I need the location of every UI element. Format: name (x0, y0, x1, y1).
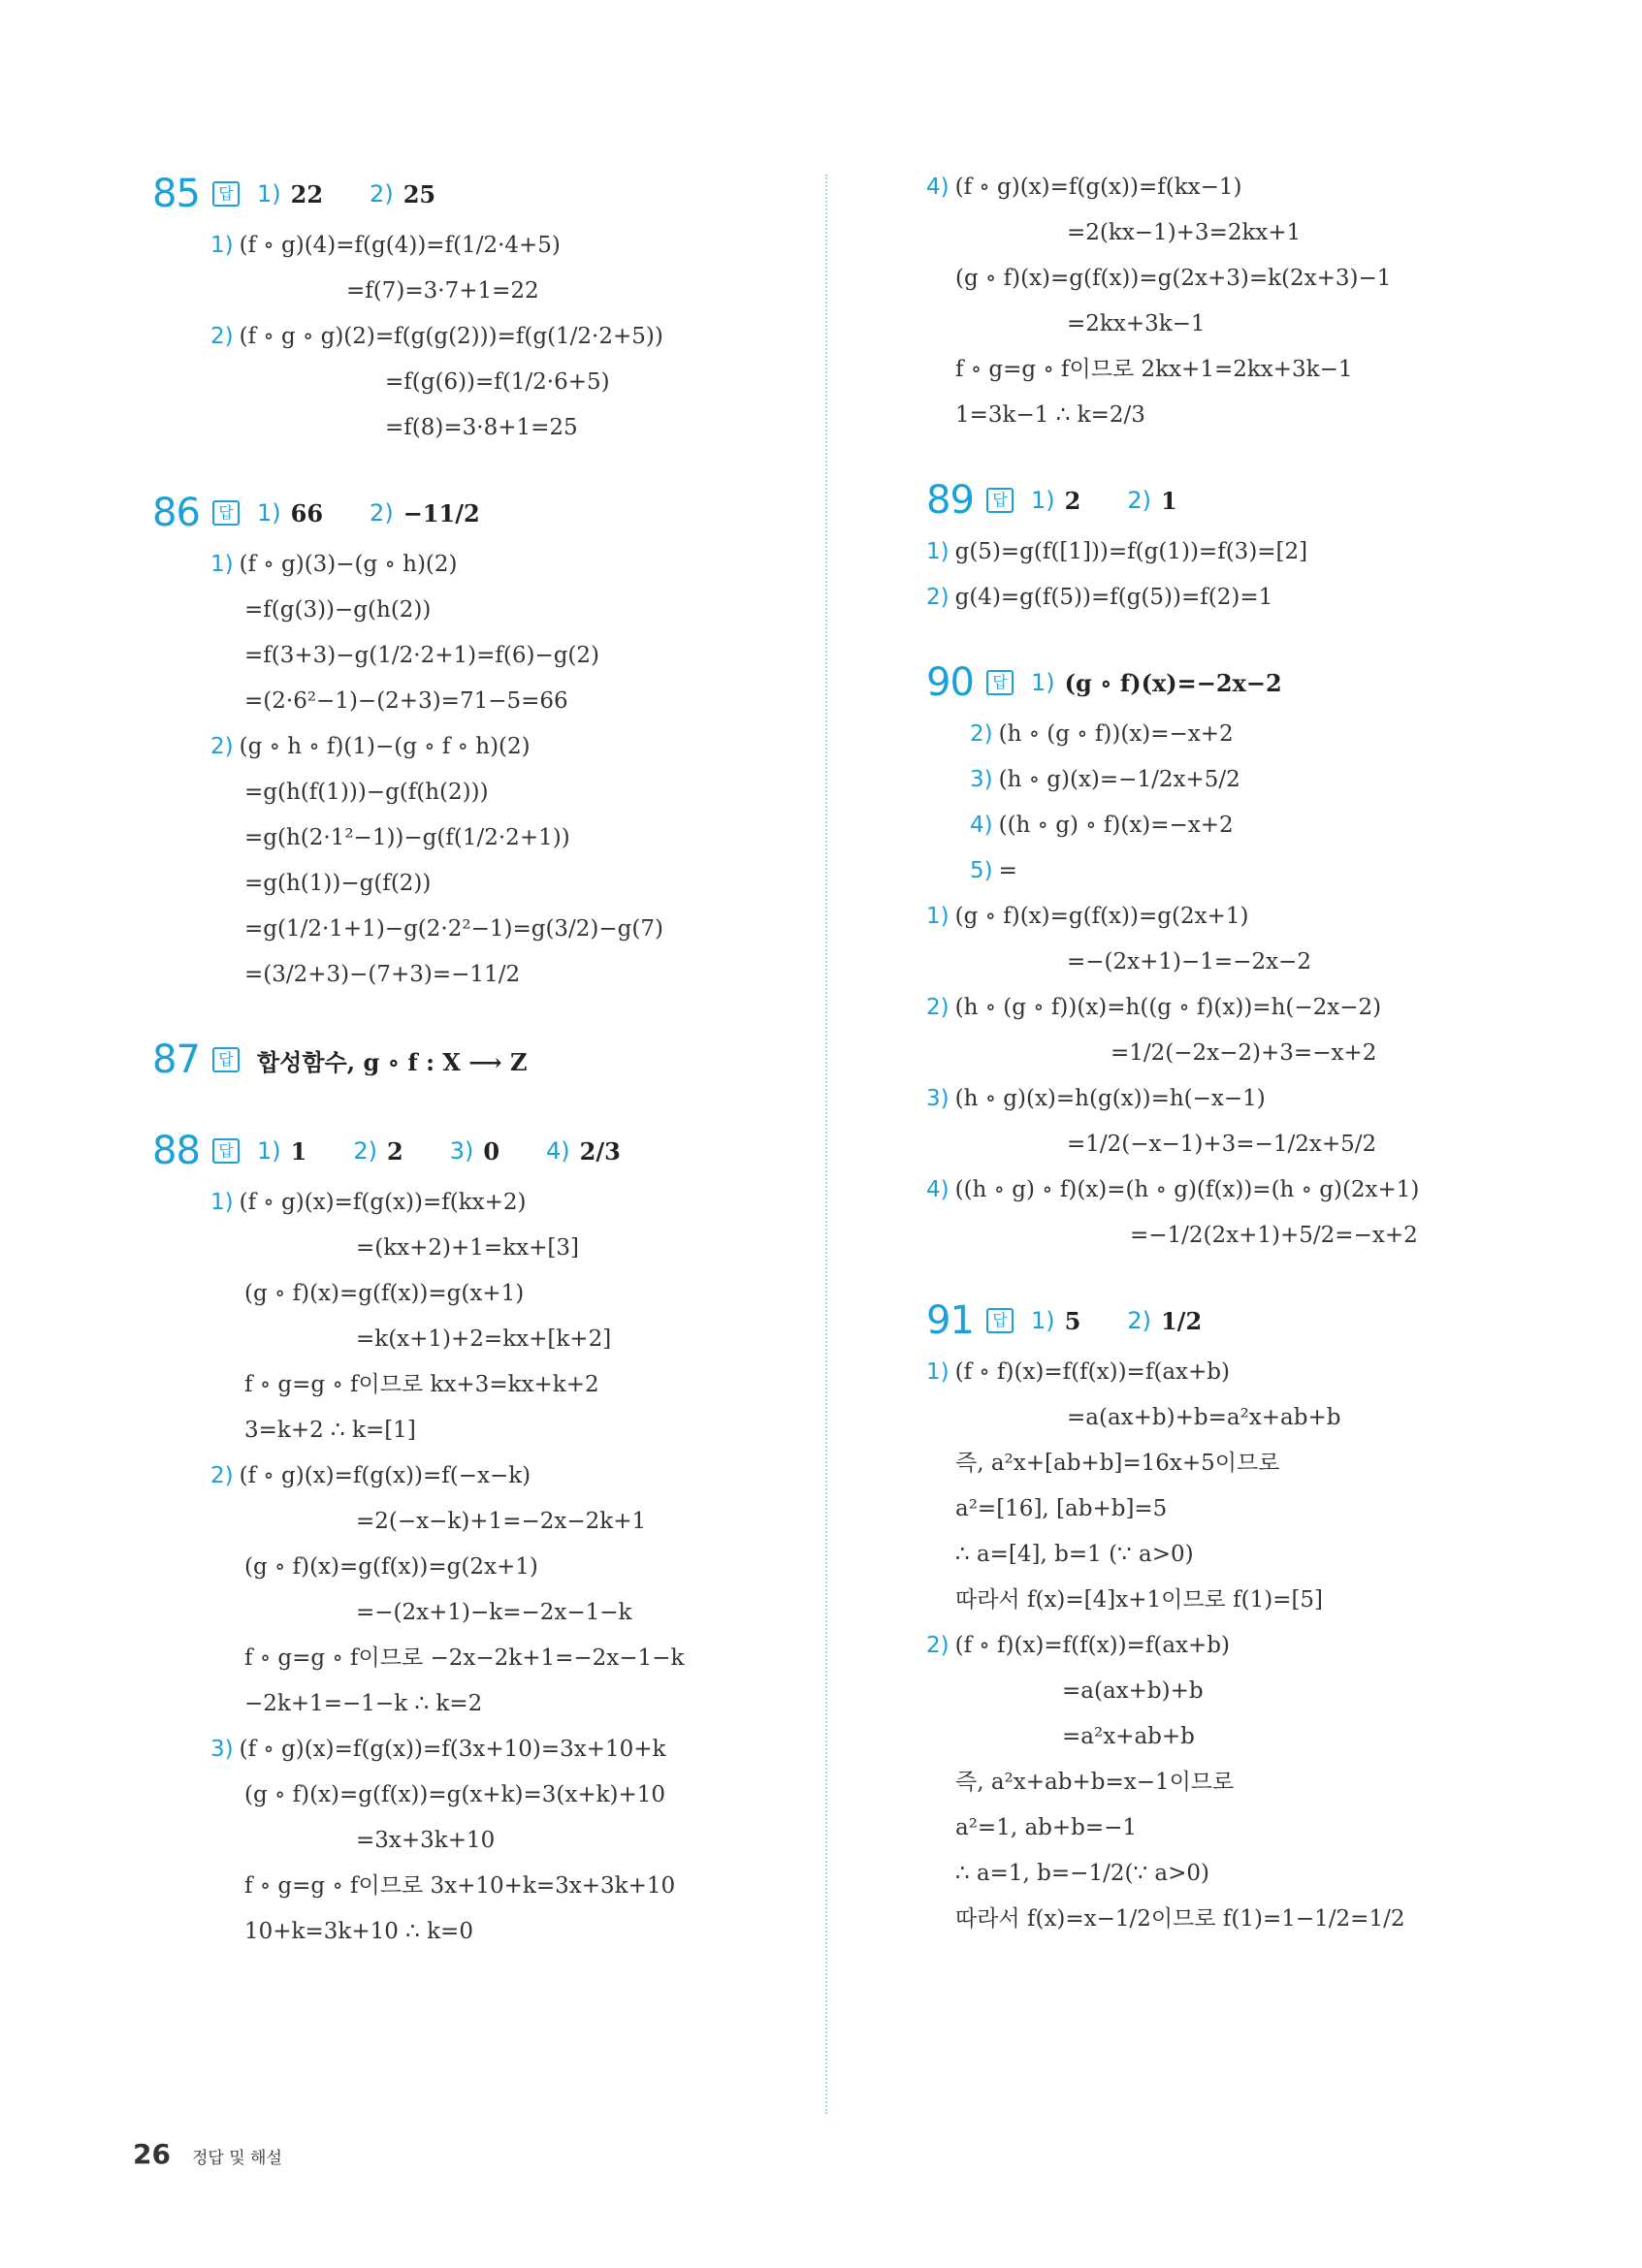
solution-text: =g(1/2·1+1)−g(2·2²−1)=g(3/2)−g(7) (244, 916, 663, 942)
problem-number: 86 (152, 491, 200, 535)
solution-line (926, 1031, 1547, 1076)
answer-item (257, 180, 323, 208)
solution-line (926, 575, 1547, 621)
solution-text: 10+k=3k+10 ∴ k=0 (244, 1919, 473, 1944)
solution-text: =(3/2+3)−(7+3)=−11/2 (244, 962, 521, 987)
step-label: 5) (970, 858, 993, 883)
solution-text: −2k+1=−1−k ∴ k=2 (244, 1691, 483, 1716)
solution-text: =g(h(1))−g(f(2)) (244, 871, 432, 896)
column-divider (825, 175, 827, 2114)
problem-header (926, 654, 1547, 712)
answer-marker: 답 (212, 1047, 240, 1072)
answer-item (257, 1043, 528, 1077)
answer-label: 1) (1031, 669, 1055, 696)
page-number: 26 (133, 2138, 171, 2170)
solution-line (152, 223, 812, 269)
answer-value: 0 (483, 1136, 500, 1166)
answer-item (450, 1137, 499, 1166)
solution-line (926, 1395, 1547, 1441)
answer-marker: 답 (212, 181, 240, 207)
solution-line (152, 1590, 812, 1636)
answer-value: 5 (1064, 1306, 1081, 1335)
problem-86 (152, 484, 812, 998)
solution-text: ((h ∘ g) ∘ f)(x)=(h ∘ g)(f(x))=(h ∘ g)(2x+1) (954, 1177, 1420, 1202)
solution-line (926, 1714, 1547, 1760)
problem-header (152, 484, 812, 542)
solution-text: =f(g(6))=f(1/2·6+5) (385, 369, 610, 395)
solution-line (152, 952, 812, 998)
problem-number: 91 (926, 1298, 974, 1343)
solution-line (152, 633, 812, 679)
solution-line (152, 1226, 812, 1271)
step-label: 4) (926, 175, 950, 200)
solution-text: (h ∘ (g ∘ f))(x)=−x+2 (998, 721, 1234, 747)
solution-line (926, 393, 1547, 438)
problem-header (152, 165, 812, 223)
solution-line (152, 815, 812, 861)
answer-item (1127, 487, 1176, 515)
solution-text: (h ∘ g)(x)=h(g(x))=h(−x−1) (954, 1086, 1266, 1111)
answer-label: 2) (1127, 1307, 1151, 1334)
left-column (152, 165, 812, 1955)
solution-line (152, 1453, 812, 1499)
answer-item (353, 1137, 402, 1166)
answer-item (546, 1137, 621, 1166)
solution-text: (g ∘ f)(x)=g(f(x))=g(2x+1) (244, 1554, 538, 1580)
solution-text: =2(−x−k)+1=−2x−2k+1 (356, 1509, 647, 1534)
solution-text: (g ∘ f)(x)=g(f(x))=g(x+1) (244, 1281, 525, 1306)
solution-line (152, 269, 812, 314)
solution-text: =f(3+3)−g(1/2·2+1)=f(6)−g(2) (244, 643, 600, 668)
answer-label: 1) (257, 180, 281, 208)
solution-text: (f ∘ g ∘ g)(2)=f(g(g(2)))=f(g(1/2·2+5)) (239, 324, 663, 349)
answer-item (1031, 1307, 1080, 1335)
solution-text: 1=3k−1 ∴ k=2/3 (955, 402, 1145, 428)
solution-line (152, 1681, 812, 1727)
solution-text: =2(kx−1)+3=2kx+1 (1067, 220, 1302, 245)
step-label: 2) (926, 995, 950, 1020)
solution-line (926, 256, 1547, 302)
solution-text: (f ∘ g)(x)=f(g(x))=f(kx−1) (954, 175, 1242, 200)
solution-text: a²=[16], [ab+b]=5 (955, 1496, 1168, 1521)
problem-header (152, 1122, 812, 1180)
solution-text: (g ∘ f)(x)=g(f(x))=g(2x+1) (954, 904, 1249, 929)
step-label: 4) (926, 1177, 950, 1202)
answer-value: 2 (386, 1136, 403, 1166)
solution-text: (f ∘ f)(x)=f(f(x))=f(ax+b) (954, 1359, 1230, 1385)
answer-item (370, 180, 435, 208)
solution-line (926, 1578, 1547, 1623)
step-label: 1) (210, 552, 234, 577)
solution-text: 3=k+2 ∴ k=[1] (244, 1418, 416, 1443)
solution-line (926, 1122, 1547, 1167)
solution-line (152, 1180, 812, 1226)
answer-item (1127, 1307, 1202, 1335)
solution-line (926, 1076, 1547, 1122)
solution-text: f ∘ g=g ∘ f이므로 −2x−2k+1=−2x−1−k (244, 1645, 685, 1671)
solution-text: 즉, a²x+ab+b=x−1이므로 (955, 1770, 1235, 1795)
answer-item (1031, 487, 1080, 515)
problem-header (152, 1031, 812, 1089)
solution-line (152, 1317, 812, 1362)
solution-line (926, 757, 1547, 803)
answer-value: 66 (290, 498, 324, 527)
answer-value: 1/2 (1160, 1306, 1203, 1335)
solution-line (152, 1773, 812, 1818)
solution-text: g(4)=g(f(5))=f(g(5))=f(2)=1 (954, 585, 1273, 610)
answer-item (370, 499, 480, 527)
solution-text: f ∘ g=g ∘ f이므로 3x+10+k=3x+3k+10 (244, 1873, 676, 1899)
solution-line (152, 1545, 812, 1590)
solution-text: ∴ a=1, b=−1/2(∵ a>0) (955, 1861, 1209, 1886)
solution-text: (g ∘ f)(x)=g(f(x))=g(2x+3)=k(2x+3)−1 (955, 266, 1392, 291)
answer-value: 22 (290, 179, 324, 208)
step-label: 3) (926, 1086, 950, 1111)
solution-line (152, 1271, 812, 1317)
problem-cont (926, 165, 1547, 438)
solution-line (926, 1486, 1547, 1532)
solution-line (926, 1441, 1547, 1486)
solution-text: (f ∘ f)(x)=f(f(x))=f(ax+b) (954, 1633, 1230, 1658)
solution-line (926, 165, 1547, 210)
solution-line (152, 1818, 812, 1864)
answer-marker: 답 (212, 1138, 240, 1164)
answer-value: 1 (1160, 486, 1177, 515)
solution-line (926, 1350, 1547, 1395)
solution-text: ∴ a=[4], b=1 (∵ a>0) (955, 1542, 1194, 1567)
solution-text: =f(g(3))−g(h(2)) (244, 597, 432, 623)
problem-89 (926, 471, 1547, 621)
answer-label: 1) (257, 499, 281, 527)
solution-line (926, 1805, 1547, 1851)
step-label: 2) (210, 734, 234, 759)
solution-text: g(5)=g(f([1]))=f(g(1))=f(3)=[2] (954, 539, 1308, 564)
page-footer (133, 2138, 282, 2170)
solution-text: =f(7)=3·7+1=22 (346, 278, 539, 303)
solution-text: =g(h(2·1²−1))−g(f(1/2·2+1)) (244, 825, 570, 850)
answer-label: 2) (370, 180, 394, 208)
answer-marker: 답 (986, 1308, 1014, 1333)
solution-line (926, 1851, 1547, 1897)
solution-text: (h ∘ (g ∘ f))(x)=h((g ∘ f)(x))=h(−2x−2) (954, 995, 1382, 1020)
solution-text: (f ∘ g)(x)=f(g(x))=f(kx+2) (239, 1190, 527, 1215)
solution-text: (g ∘ h ∘ f)(1)−(g ∘ f ∘ h)(2) (239, 734, 531, 759)
solution-line (926, 1623, 1547, 1669)
problem-header (926, 1292, 1547, 1350)
solution-text: =g(h(f(1)))−g(f(h(2))) (244, 780, 489, 805)
answer-value: 1 (290, 1136, 307, 1166)
problem-90 (926, 654, 1547, 1259)
solution-line (152, 1362, 812, 1408)
problem-number: 90 (926, 660, 974, 705)
solution-text: (g ∘ f)(x)=g(f(x))=g(x+k)=3(x+k)+10 (244, 1782, 666, 1807)
solution-text: (h ∘ g)(x)=−1/2x+5/2 (998, 767, 1240, 792)
solution-text: =3x+3k+10 (356, 1828, 496, 1853)
answer-value: 2 (1064, 486, 1081, 515)
step-label: 2) (970, 721, 993, 747)
problem-gap (152, 998, 812, 1031)
problem-88 (152, 1122, 812, 1955)
answer-label: 2) (1127, 487, 1151, 514)
solution-text: =a(ax+b)+b=a²x+ab+b (1067, 1405, 1341, 1430)
step-label: 1) (926, 539, 950, 564)
answer-value: 25 (402, 179, 436, 208)
solution-line (152, 861, 812, 907)
step-label: 1) (210, 233, 234, 258)
answer-label: 2) (353, 1137, 377, 1165)
solution-text: =a²x+ab+b (1062, 1724, 1195, 1749)
solution-line (926, 985, 1547, 1031)
answer-label: 3) (449, 1137, 474, 1165)
solution-line (152, 1909, 812, 1955)
problem-number: 88 (152, 1129, 200, 1173)
solution-line (926, 940, 1547, 985)
problem-gap (152, 1089, 812, 1122)
solution-line (926, 848, 1547, 894)
solution-text: (f ∘ g)(x)=f(g(x))=f(−x−k) (239, 1463, 531, 1488)
step-label: 2) (210, 1463, 234, 1488)
solution-line (926, 803, 1547, 848)
step-label: 3) (210, 1737, 234, 1762)
solution-line (152, 542, 812, 588)
answer-label: 1) (257, 1137, 281, 1165)
solution-line (926, 1669, 1547, 1714)
problem-91 (926, 1292, 1547, 1942)
problem-gap (926, 1259, 1547, 1292)
problem-number: 85 (152, 172, 200, 216)
solution-text: f ∘ g=g ∘ f이므로 kx+3=kx+k+2 (244, 1372, 599, 1397)
solution-line (152, 724, 812, 770)
solution-text: =2kx+3k−1 (1067, 311, 1206, 336)
solution-line (152, 1864, 812, 1909)
step-label: 2) (210, 324, 234, 349)
answer-value: 2/3 (579, 1136, 621, 1166)
answer-value: (g ∘ f)(x)=−2x−2 (1064, 668, 1282, 697)
solution-text: =a(ax+b)+b (1062, 1678, 1204, 1704)
solution-line (926, 302, 1547, 347)
solution-text: 따라서 f(x)=x−1/2이므로 f(1)=1−1/2=1/2 (955, 1906, 1405, 1932)
answer-label: 4) (546, 1137, 570, 1165)
solution-text: =f(8)=3·8+1=25 (385, 415, 578, 440)
solution-text: =−(2x+1)−1=−2x−2 (1067, 949, 1311, 974)
solution-line (926, 1760, 1547, 1805)
solution-line (152, 588, 812, 633)
solution-text: ((h ∘ g) ∘ f)(x)=−x+2 (998, 813, 1234, 838)
solution-text: =1/2(−x−1)+3=−1/2x+5/2 (1067, 1132, 1377, 1157)
solution-line (926, 712, 1547, 757)
solution-line (926, 529, 1547, 575)
solution-line (926, 1213, 1547, 1259)
solution-line (926, 1532, 1547, 1578)
answer-item (257, 1137, 306, 1166)
problem-87 (152, 1031, 812, 1089)
answer-label: 2) (370, 499, 394, 527)
solution-line (926, 1897, 1547, 1942)
step-label: 2) (926, 1633, 950, 1658)
solution-line (926, 894, 1547, 940)
answer-marker: 답 (212, 500, 240, 526)
step-label: 1) (926, 904, 950, 929)
problem-gap (926, 621, 1547, 654)
answer-item (257, 499, 323, 527)
solution-line (926, 1167, 1547, 1213)
solution-line (152, 1636, 812, 1681)
step-label: 1) (210, 1190, 234, 1215)
page-label: 정답 및 해설 (191, 2149, 282, 2168)
problem-header (926, 471, 1547, 529)
step-label: 4) (970, 813, 993, 838)
answer-marker: 답 (986, 670, 1014, 695)
step-label: 1) (926, 1359, 950, 1385)
solution-line (926, 210, 1547, 256)
solution-text: 즉, a²x+[ab+b]=16x+5이므로 (955, 1451, 1280, 1476)
solution-text: (f ∘ g)(4)=f(g(4))=f(1/2·4+5) (239, 233, 561, 258)
solution-text: =−1/2(2x+1)+5/2=−x+2 (1130, 1223, 1418, 1248)
problem-gap (926, 438, 1547, 471)
solution-line (152, 1408, 812, 1453)
answer-label: 1) (1031, 1307, 1055, 1334)
solution-text: (f ∘ g)(x)=f(g(x))=f(3x+10)=3x+10+k (239, 1737, 666, 1762)
right-column (926, 165, 1547, 1942)
solution-line (152, 1499, 812, 1545)
solution-line (152, 679, 812, 724)
answer-value: 합성함수, g ∘ f : X ⟶ Z (257, 1047, 528, 1076)
solution-line (152, 907, 812, 952)
problem-number: 89 (926, 478, 974, 523)
problem-gap (152, 451, 812, 484)
solution-text: =(kx+2)+1=kx+[3] (356, 1235, 579, 1261)
problem-number: 87 (152, 1038, 200, 1082)
answer-label: 1) (1031, 487, 1055, 514)
step-label: 3) (970, 767, 993, 792)
solution-text: =−(2x+1)−k=−2x−1−k (356, 1600, 632, 1625)
step-label: 2) (926, 585, 950, 610)
solution-line (152, 770, 812, 815)
answer-item (1031, 669, 1282, 697)
problem-85 (152, 165, 812, 451)
solution-text: a²=1, ab+b=−1 (955, 1815, 1138, 1840)
solution-text: =k(x+1)+2=kx+[k+2] (356, 1326, 612, 1352)
solution-text: =(2·6²−1)−(2+3)=71−5=66 (244, 688, 568, 714)
solution-text: =1/2(−2x−2)+3=−x+2 (1111, 1040, 1377, 1066)
solution-text: (f ∘ g)(3)−(g ∘ h)(2) (239, 552, 458, 577)
solution-line (152, 405, 812, 451)
solution-line (152, 1727, 812, 1773)
solution-line (926, 347, 1547, 393)
solution-text: 따라서 f(x)=[4]x+1이므로 f(1)=[5] (955, 1587, 1324, 1613)
answer-marker: 답 (986, 488, 1014, 513)
solution-text: = (998, 858, 1017, 883)
answer-value: −11/2 (402, 498, 480, 527)
solution-text: f ∘ g=g ∘ f이므로 2kx+1=2kx+3k−1 (955, 357, 1353, 382)
solution-line (152, 360, 812, 405)
solution-line (152, 314, 812, 360)
